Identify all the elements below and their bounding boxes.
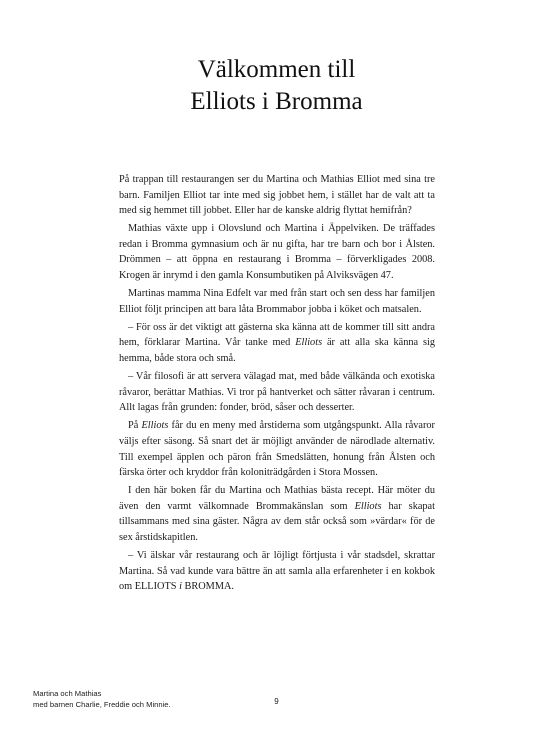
italic-text: Elliots [354,500,382,512]
caption-line-1: Martina och Mathias [33,689,102,698]
italic-text: Elliots [141,420,169,432]
paragraph-text: På trappan till restaurangen ser du Martina och Mathias Elliot med sina tre barn. Familjen Elliot tar inte med sig jobbet hem, i stället har de valt att ta med sig hemmet till jobbet. Eller har de kanske aldrig flyttat hemifrån? [119,174,435,217]
caption-line-2: med barnen Charlie, Freddie och Minnie. [33,700,171,709]
paragraph [119,483,435,545]
paragraph [119,320,435,367]
title-line-1: Välkommen till [197,56,356,83]
paragraph-text: – Vi älskar vår restaurang och är löjligt förtjusta i vår stadsdel, skrattar Martina. Så vad kunde vara bättre än att samla alla erfarenheter i en kokbok om ELLIOTS [119,550,435,593]
paragraph-text: är att alla ska känna sig hemma, både stora och små. [119,337,435,365]
paragraph [119,369,435,416]
italic-text: Elliots [295,337,323,349]
paragraph-text: Mathias växte upp i Olovslund och Martina i Äppelviken. De träffades redan i Bromma gymnasium och är nu gifta, har tre barn och bor i Ålsten. Drömmen – att öppna en restaurang i Bromma – förverkligades 2008. Krogen är inrymd i den gamla Konsumbutiken på Alviksvägen 47. [119,223,435,282]
paragraph-text: – Vår filosofi är att servera välagad mat, med både välkända och exotiska råvaror, berättar Mathias. Vi tror på hantverket och sätter råvaran i centrum. Allt lagas från grunden: fonder, bröd, såser och desserter. [119,371,435,414]
italic-text: i [179,581,182,593]
paragraph-text: BROMMA. [181,581,235,593]
page-title [0,54,553,118]
paragraph [119,548,435,595]
paragraph-text: I den här boken får du Martina och Mathias bästa recept. Här möter du även den varmt välkomnade Brommakänslan som [119,485,435,512]
paragraph [119,172,435,219]
paragraph [119,221,435,283]
page-number: 9 [274,697,279,706]
paragraph-text: har skapat tillsammans med sina gäster. Några av dem står också som »värdar« för de sex årstidskapitlen. [119,500,435,544]
paragraph-text: Martinas mamma Nina Edfelt var med från start och sen dess har familjen Elliot följt principen att bara låta Brommabor jobba i köket och matsalen. [119,288,435,315]
title-line-2: Elliots i Bromma [190,88,363,115]
paragraph-text: – För oss är det viktigt att gästerna ska känna att de kommer till sitt andra hem, förklarar Martina. Vår tanke med [119,321,435,349]
paragraph-text: På [128,420,142,432]
body-text [119,172,435,595]
paragraph [119,418,435,480]
paragraph-text: får du en meny med årstiderna som utgångspunkt. Alla råvaror väljs efter säsong. Så snart det är möjligt använder de närodlade alternativ. Till exempel äpplen och päron från Smedslätten, honung från Ålsten och färska örter och kryddor från koloniträdgården i Stora Mossen. [119,420,435,479]
paragraph [119,286,435,317]
